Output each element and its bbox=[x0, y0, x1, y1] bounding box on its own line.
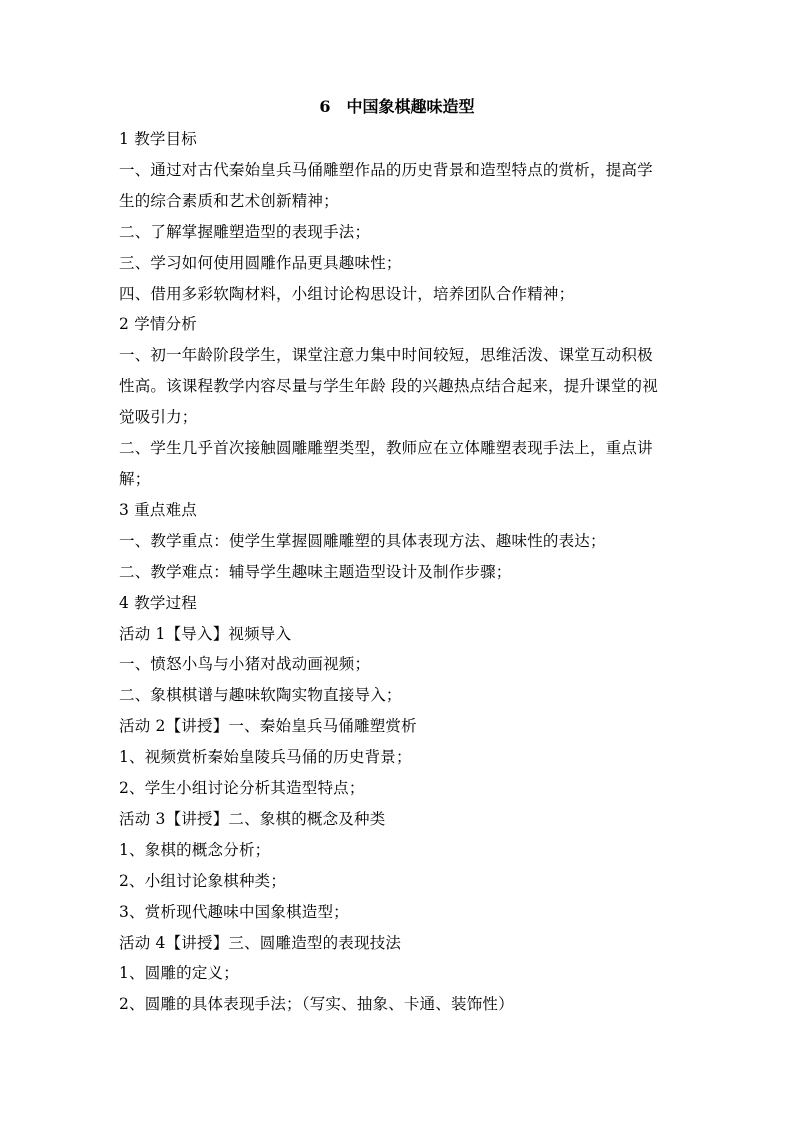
paragraph-line: 二、教学难点：辅导学生趣味主题造型设计及制作步骤； bbox=[119, 562, 512, 581]
paragraph-line: 2、圆雕的具体表现手法；（写实、抽象、卡通、装饰性） bbox=[119, 995, 514, 1014]
paragraph-line: 性高。该课程教学内容尽量与学生年龄 段的兴趣热点结合起来，提升课堂的视 bbox=[119, 377, 658, 396]
paragraph-line: 三、学习如何使用圆雕作品更具趣味性； bbox=[119, 253, 402, 272]
paragraph-line: 一、通过对古代秦始皇兵马俑雕塑作品的历史背景和造型特点的赏析，提高学 bbox=[119, 160, 653, 179]
paragraph-line: 2、学生小组讨论分析其造型特点； bbox=[119, 779, 365, 798]
paragraph-line: 一、教学重点：使学生掌握圆雕雕塑的具体表现方法、趣味性的表达； bbox=[119, 531, 606, 550]
activity-heading: 活动 3【讲授】二、象棋的概念及种类 bbox=[119, 809, 386, 828]
activity-heading: 活动 4【讲授】三、圆雕造型的表现技法 bbox=[119, 933, 402, 952]
paragraph-line: 解； bbox=[119, 469, 151, 488]
paragraph-line: 3、赏析现代趣味中国象棋造型； bbox=[119, 902, 349, 921]
paragraph-line: 一、初一年龄阶段学生，课堂注意力集中时间较短，思维活泼、课堂互动积极 bbox=[119, 346, 653, 365]
section-heading-key-points: 3 重点难点 bbox=[119, 500, 197, 519]
paragraph-line: 二、了解掌握雕塑造型的表现手法； bbox=[119, 222, 371, 241]
paragraph-line: 一、愤怒小鸟与小猪对战动画视频； bbox=[119, 655, 371, 674]
paragraph-line: 生的综合素质和艺术创新精神； bbox=[119, 191, 339, 210]
section-heading-teaching-process: 4 教学过程 bbox=[119, 593, 197, 612]
activity-heading: 活动 1【导入】视频导入 bbox=[119, 624, 292, 643]
activity-heading: 活动 2【讲授】一、秦始皇兵马俑雕塑赏析 bbox=[119, 717, 417, 736]
paragraph-line: 二、学生几乎首次接触圆雕雕塑类型，教师应在立体雕塑表现手法上，重点讲 bbox=[119, 439, 653, 458]
section-heading-student-analysis: 2 学情分析 bbox=[119, 315, 197, 334]
document-body bbox=[119, 124, 679, 1020]
paragraph-line: 1、圆雕的定义； bbox=[119, 964, 239, 983]
document-title: 6 中国象棋趣味造型 bbox=[319, 97, 475, 116]
paragraph-line: 二、象棋棋谱与趣味软陶实物直接导入； bbox=[119, 686, 402, 705]
paragraph-line: 四、借用多彩软陶材料，小组讨论构思设计，培养团队合作精神； bbox=[119, 284, 575, 303]
paragraph-line: 1、象棋的概念分析； bbox=[119, 840, 271, 859]
paragraph-line: 2、小组讨论象棋种类； bbox=[119, 871, 287, 890]
paragraph-line: 1、视频赏析秦始皇陵兵马俑的历史背景； bbox=[119, 748, 412, 767]
paragraph-line: 觉吸引力； bbox=[119, 408, 198, 427]
section-heading-teaching-goals: 1 教学目标 bbox=[119, 130, 197, 148]
